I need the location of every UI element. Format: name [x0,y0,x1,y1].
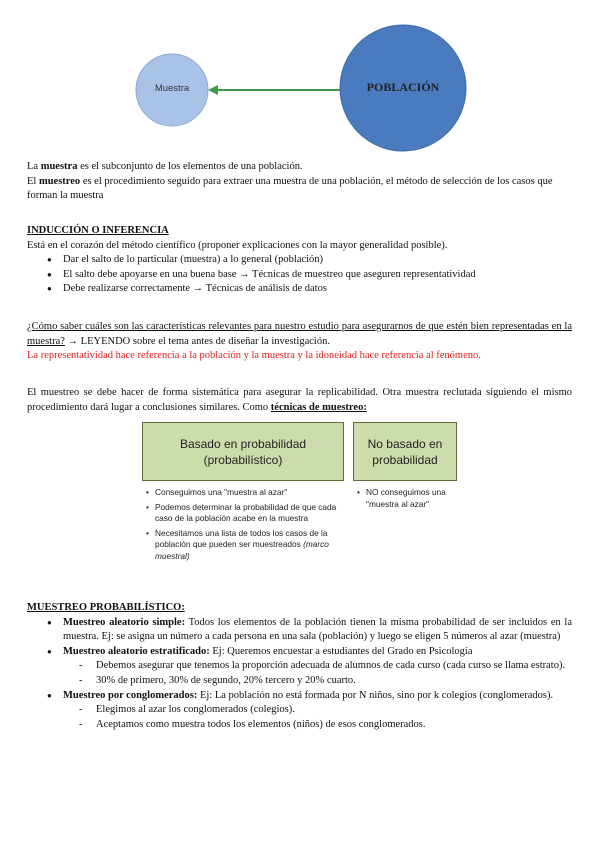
question-rest: → LEYENDO sobre el tema antes de diseñar la investigación. [64,335,330,347]
box2-list [354,487,462,513]
list-item: ● Debe realizarse correctamente → Técnicas de análisis de datos [27,282,572,297]
list-item [143,528,348,563]
def2-term: muestreo [38,175,81,187]
population-label: POBLACIÓN [366,80,440,94]
list-item: - Debemos asegurar que tenemos la proporción adecuada de alumnos de cada curso (cada curso se llama estrato). [27,659,572,674]
def2-pre: El [27,175,39,187]
list-item: ● El salto debe apoyarse en una buena base → Técnicas de muestreo que aseguren representatividad [27,268,572,283]
induccion-bullets [27,253,572,297]
probabilistico-list-cont [27,689,572,704]
list-item [143,502,348,525]
question-underlined: ¿Cómo saber cuáles son las características relevantes para nuestro estudio para asegurarnos de que estén bien representadas en la muestra? [27,321,572,347]
box-probabilistico: Basado en probabilidad (probabilístico) [142,422,344,481]
list-item: - Aceptamos como muestra todos los elementos (niños) de esos conglomerados. [27,718,572,733]
induccion-intro: Está en el corazón del método científico (proponer explicaciones con la mayor generalidad posible). [27,239,448,251]
box-no-probabilistico: No basado en probabilidad [353,422,457,481]
systematic-paragraph [27,386,572,415]
item-term: Muestreo aleatorio estratificado: [63,645,210,657]
item-text: Ej: Queremos encuestar a estudiantes del Grado en Psicología [209,645,473,657]
list-item: ● Dar el salto de lo particular (muestra) a lo general (población) [27,253,572,268]
item-term: Muestreo aleatorio simple: [63,616,186,628]
box1-item-italic: (marco muestral) [155,539,329,561]
item-text: Todos los elementos de la población tienen la misma probabilidad de ser incluidos en la muestra. Ej: se asigna un número a cada persona en una sala (población) y luego se eligen 5 números al azar (muestra) [63,616,572,643]
systematic-text: El muestreo se debe hacer de forma sistemática para asegurar la replicabilidad. Otra muestra reclutada siguiendo el mismo procedimiento dará lugar a conclusiones similares. Como [27,387,572,413]
representatividad-note: La representatividad hace referencia a la población y la muestra y la idoneidad hace referencia al fenómeno. [27,350,481,362]
def1-post: es el subconjunto de los elementos de una población. [77,161,303,172]
list-item: - Elegimos al azar los conglomerados (colegios). [27,703,572,718]
list-item [27,689,572,704]
box1-item-text: Podemos determinar la probabilidad de que cada caso de la población acabe en la muestra [155,501,337,523]
list-item [27,645,572,660]
question-section [27,320,572,364]
systematic-section [27,386,572,415]
def1-term: muestra [40,161,78,172]
list-item [354,487,462,510]
sample-label: Muestra [154,83,190,94]
probabilistico-section [27,601,572,732]
conglomerados-sublist [27,703,572,732]
box1-item-text: Necesitamos una lista de todos los casos de la población que pueden ser muestreados [155,527,328,549]
diagram-svg [0,0,600,160]
inference-arrow-head [208,85,218,95]
list-item [143,487,348,499]
item-term: Muestreo por conglomerados: [63,689,198,701]
box1-item-text: Conseguimos una "muestra al azar" [155,487,288,497]
population-sample-diagram [0,0,600,160]
muestreo-definition [27,175,572,204]
question-paragraph [27,320,572,349]
probabilistico-heading: MUESTREO PROBABILÍSTICO: [27,602,185,613]
induccion-heading: INDUCCIÓN O INFERENCIA [27,225,169,236]
list-item: - 30% de primero, 30% de segundo, 20% tercero y 20% cuarto. [27,674,572,689]
definitions [27,160,572,204]
estratificado-sublist [27,659,572,688]
box2-item-text: NO conseguimos una "muestra al azar" [366,487,446,509]
probabilistico-list [27,616,572,660]
list-item [27,616,572,645]
box1-list [143,487,348,565]
def1-pre: La [27,161,41,172]
item-text: Ej: La población no está formada por N niños, sino por k colegios (conglomerados). [197,689,554,701]
muestra-definition [27,160,572,175]
def2-post: es el procedimiento seguido para extraer una muestra de una población, el método de selección de los casos que forman la muestra [27,175,553,202]
induccion-section [27,224,572,297]
systematic-term: técnicas de muestreo: [270,401,367,413]
